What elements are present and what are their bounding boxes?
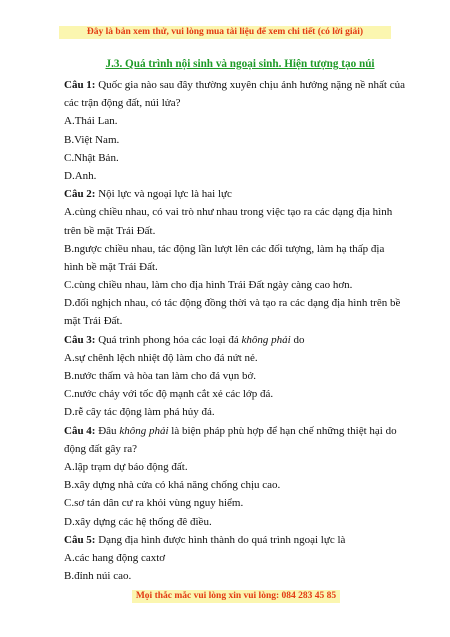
answer-option-b: B.nước thấm và hòa tan làm cho đá vụn bở. (64, 370, 257, 382)
answer-option-b-continued: hình bề mặt Trái Đất. (64, 260, 158, 273)
preview-notice-banner: Đây là bản xem thử, vui lòng mua tài liệu để xem chi tiết (có lời giải) (59, 26, 391, 39)
question-text: Quá trình phong hóa các loại đá (95, 333, 242, 346)
contact-footer-banner: Mọi thắc mắc vui lòng xin vui lòng: 084 283 45 85 (132, 590, 340, 603)
question-number: Câu 4: (64, 424, 96, 437)
question-text: Đâu (95, 424, 120, 437)
answer-option-d: D.rễ cây tác động làm phá hủy đá. (64, 406, 215, 419)
answer-option-b: B.đỉnh núi cao. (64, 570, 132, 583)
answer-option-a: A.cùng chiều nhau, có vai trò như nhau trong việc tạo ra các dạng địa hình (64, 206, 393, 219)
question-5 (64, 531, 416, 549)
question-3 (64, 331, 416, 349)
answer-option-c: C.Nhật Bản. (64, 151, 119, 164)
answer-option-d: D.đối nghịch nhau, có tác động đồng thời và tạo ra các dạng địa hình trên bề (64, 297, 401, 310)
answer-option-a-continued: trên bề mặt Trái Đất. (64, 224, 156, 237)
answer-option-c: C.sơ tán dân cư ra khỏi vùng nguy hiểm. (64, 497, 244, 510)
question-number: Câu 3: (64, 333, 96, 346)
question-text-continued: các trận động đất, núi lửa? (64, 97, 181, 110)
answer-option-d-continued: mặt Trái Đất. (64, 315, 123, 328)
question-text-end: là biện pháp phù hợp để hạn chế những thiệt hại do (168, 424, 397, 437)
answer-option-d: D.Anh. (64, 169, 97, 182)
answer-option-b: B.ngược chiều nhau, tác động lần lượt lên các đối tượng, làm hạ thấp địa (64, 242, 385, 255)
question-emphasis: không phải (119, 424, 169, 437)
question-number: Câu 2: (64, 188, 96, 201)
question-text-continued: động đất gây ra? (64, 442, 137, 455)
question-number: Câu 5: (64, 533, 96, 546)
answer-option-a: A.Thái Lan. (64, 115, 118, 128)
question-text-end: do (290, 333, 305, 346)
question-number: Câu 1: (64, 79, 96, 91)
question-text: Dạng địa hình được hình thành do quá trình ngoại lực là (95, 533, 346, 546)
question-emphasis: không phải (241, 333, 291, 346)
question-text: Quốc gia nào sau đây thường xuyên chịu ảnh hưởng nặng nề nhất của (95, 79, 405, 91)
answer-option-c: C.cùng chiều nhau, làm cho địa hình Trái Đất ngày càng cao hơn. (64, 279, 353, 292)
question-4 (64, 422, 416, 440)
document-content (64, 56, 416, 585)
answer-option-c: C.nước chảy với tốc độ mạnh cắt xẻ các lớp đá. (64, 388, 274, 401)
answer-option-a: A.các hang động caxtơ (64, 551, 166, 564)
answer-option-d: D.xây dựng các hệ thống đê điều. (64, 515, 212, 528)
question-2 (64, 185, 416, 203)
answer-option-b: B.xây dựng nhà cửa có khả năng chống chịu cao. (64, 479, 281, 492)
answer-option-a: A.sự chênh lệch nhiệt độ làm cho đá nứt nẻ. (64, 351, 258, 364)
question-text: Nội lực và ngoại lực là hai lực (95, 188, 232, 201)
answer-option-b: B.Việt Nam. (64, 133, 120, 146)
section-title: J.3. Quá trình nội sinh và ngoại sinh. Hiện tượng tạo núi (105, 58, 375, 70)
question-1 (64, 76, 416, 94)
answer-option-a: A.lập trạm dự báo động đất. (64, 460, 188, 473)
